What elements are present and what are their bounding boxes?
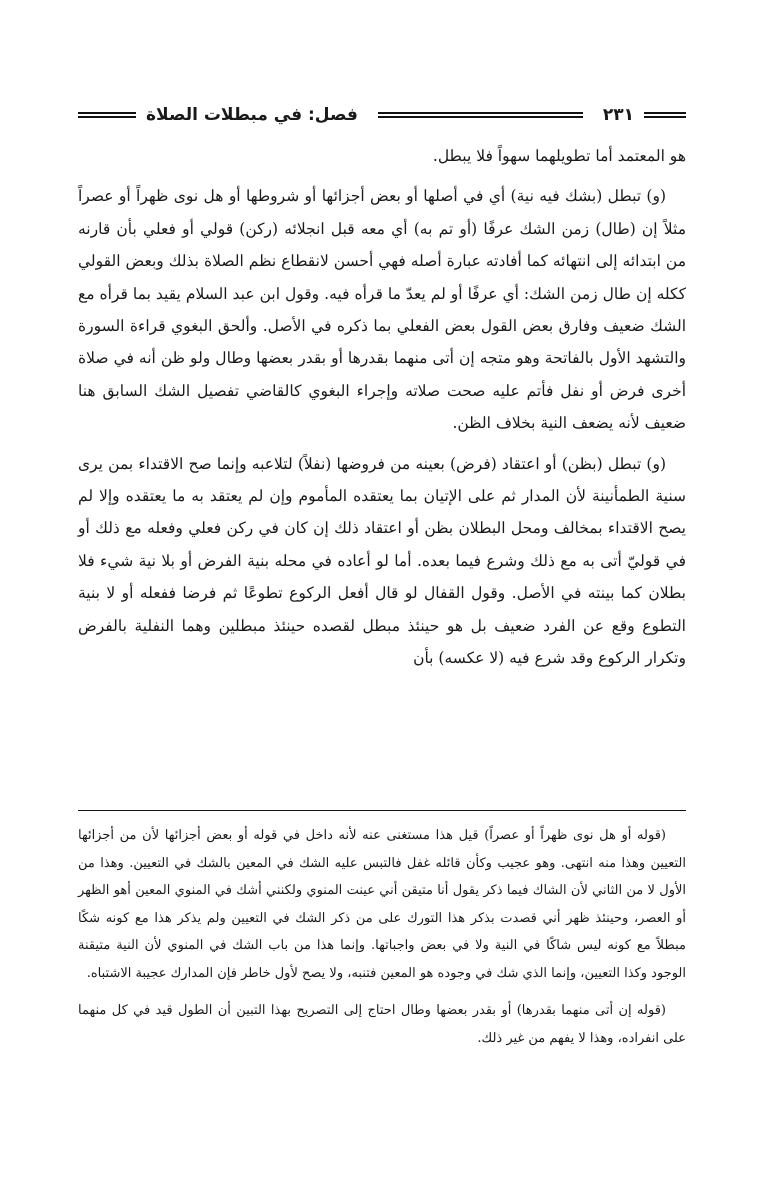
footnotes bbox=[78, 822, 686, 1062]
header-rule-left bbox=[644, 112, 686, 118]
paragraph: هو المعتمد أما تطويلهما سهواً فلا يبطل. bbox=[432, 147, 686, 165]
running-header bbox=[78, 100, 686, 130]
paragraph: (و) تبطل (بشك فيه نية) أي في أصلها أو بعض أجزائها أو شروطها أو هل نوى ظهراً أو عصراً مثلاً إن (طال) زمن الشك عرفًا (أو تم به) أي معه قبل انجلائه (ركن) قولي أو فعلي بأن قارنه من ابتدائه إلى انتهائه كما أفادته عبارة أصله فهي أحسن لانقطاع نظم الصلاة بذلك وبعض القولي ككله إن طال زمن الشك: أي عرفًا أو لم يعدّ ما قرأه فيه. وقول ابن عبد السلام يقيد بما قرأه مع الشك ضعيف وفارق بعض القول بعض الفعلي بما ذكره في الأصل. وألحق البغوي قراءة السورة والتشهد الأول بالفاتحة وهو متجه إن أتى منهما بقدرها أو بقدر بعضها وطال ولو ظن أنه في صلاة أخرى فرض أو نفل فأتم عليه صحت صلاته وإجراء البغوي كالقاضي تفصيل الشك السابق هنا ضعيف لأنه يضعف النية بخلاف الظن. bbox=[78, 187, 686, 433]
chapter-title: فصل: في مبطلات الصلاة bbox=[146, 105, 358, 125]
footnote-divider bbox=[78, 810, 686, 811]
footnote: (قوله أو هل نوى ظهراً أو عصراً) قيل هذا مستغنى عنه لأنه داخل في قوله أو بعض أجزائها لأن من أجزائها التعيين وهذا منه انتهى. وهو عجيب وكأن قائله غفل فالتبس عليه الشك في المعين بالشك في التعيين. وهذا من الأول لا من الثاني لأن الشاك فيما ذكر يقول أنا متيقن أني عينت المنوي ولكنني أشك في المنوي المعين أهو الظهر أو العصر، وحينئذ ظهر أني قصدت بذكر هذا التورك على من ذكر الشك في التعيين ولم يذكر هذا مع كونه شكًا مبطلاً مع كونه ليس شاكًا في النية ولا في بعض واجباتها. وإنما هذا من باب الشك في المنوي لأن النية متيقنة الوجود وكذا التعيين، وإنما الذي شك في وجوده هو المعين فتنبه، ولا يصح لأول خاطر فإن المدارك عجيبة الاشتباه. bbox=[78, 828, 686, 981]
main-text bbox=[78, 140, 686, 683]
header-rule-middle bbox=[378, 112, 583, 118]
footnote: (قوله إن أتى منهما بقدرها) أو بقدر بعضها وطال احتاج إلى التصريح بهذا التبين أن الطول قيد في كل منهما على انفراده، وهذا لا يفهم من غير ذلك. bbox=[78, 1003, 686, 1046]
page-number: ٢٣١ bbox=[602, 105, 634, 125]
header-rule-right bbox=[78, 112, 136, 118]
paragraph: (و) تبطل (بظن) أو اعتقاد (فرض) بعينه من فروضها (نفلاً) لتلاعبه وإنما صح الاقتداء بمن يرى سنية الطمأنينة لأن المدار ثم على الإتيان بما يعتقده المأموم وإن لم يعتقد به ما يعتقده وإلا لم يصح الاقتداء بمخالف ومحل البطلان بظن أو اعتقاد ذلك إن كان في ركن فعلي وفعله مع ذلك أو في قوليّ أتى به مع ذلك وشرع فيما بعده. أما لو أعاده في محله بنية الفرض أو بلا نية شيء فلا بطلان كما بينته في الأصل. وقول القفال لو قال أفعل الركوع تطوعًا ثم فرضا ففعله أو لا بنية التطوع وقع عن الفرد ضعيف بل هو حينئذ مبطل لقصده حينئذ مبطلين وهما النفلية بالفرض وتكرار الركوع وقد شرع فيه (لا عكسه) بأن bbox=[78, 454, 686, 668]
